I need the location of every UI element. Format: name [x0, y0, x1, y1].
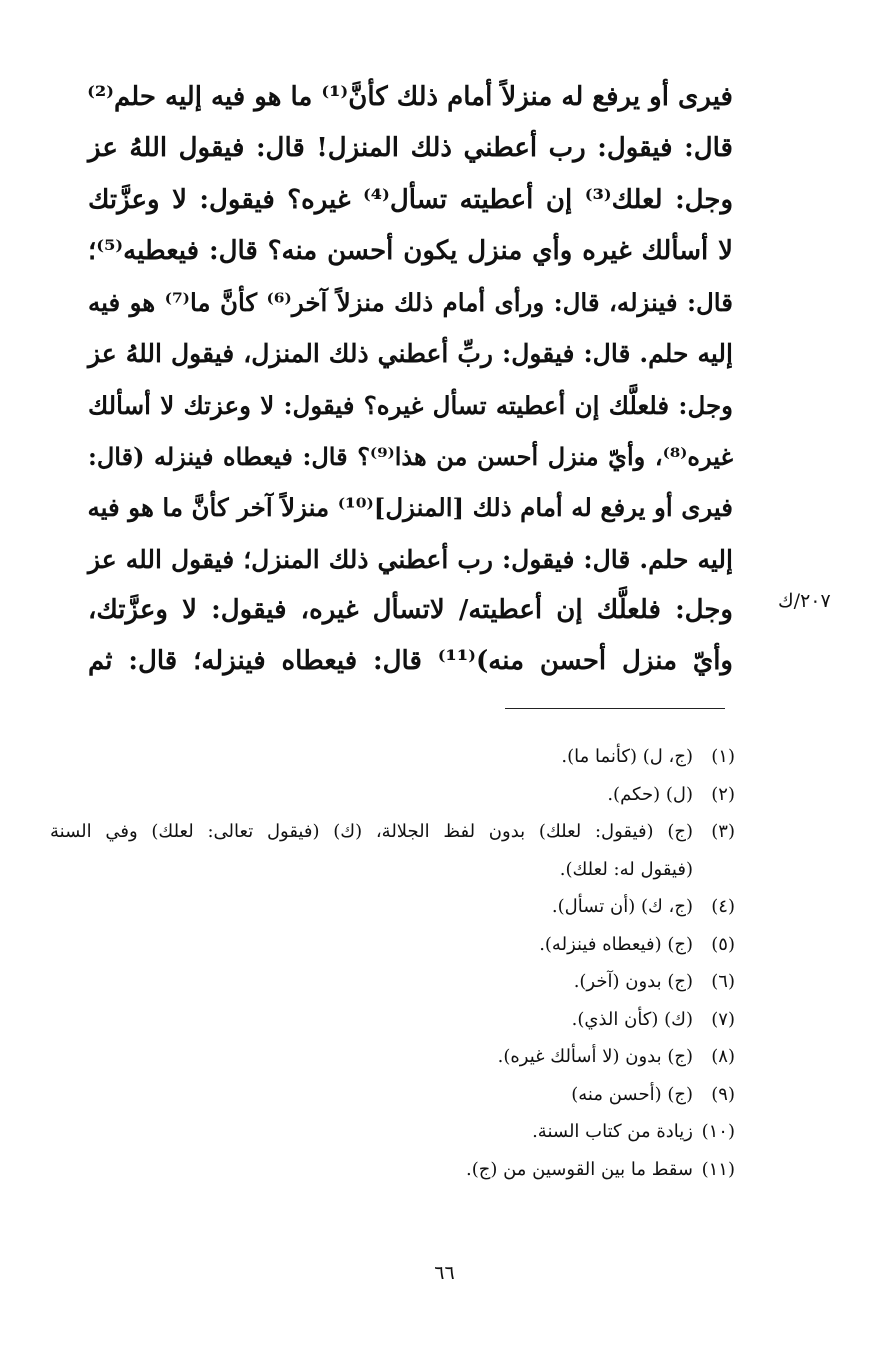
text-line: وجل: فلعلَّك إن أعطيته تسأل غيره؟ فيقول: لا وعزتك لا أسألك	[88, 390, 733, 420]
footnote-text: (ج، ل) (كأنما ما).	[561, 746, 693, 767]
footnote-item	[50, 1038, 735, 1076]
footnote-separator	[505, 708, 725, 709]
footnote-text: (ج) بدون (آخر).	[573, 971, 693, 992]
text-line: لا أسألك غيره وأي منزل يكون أحسن منه؟ قال: فيعطيه⁽⁵⁾؛	[88, 235, 733, 266]
footnote-number: (٢)	[711, 783, 735, 805]
footnote-text: (ج) بدون (لا أسألك غيره).	[497, 1046, 693, 1067]
text-line: فيرى أو يرفع له أمام ذلك [المنزل]⁽¹⁰⁾ منزلاً آخر كأنَّ ما هو فيه	[87, 493, 733, 523]
footnote-text-line: (فيقول له: لعلك).	[559, 858, 693, 880]
footnote-number: (١)	[711, 746, 735, 767]
text-line: وجل: فلعلَّك إن أعطيته/ لاتسأل غيره، فيقول: لا وعزَّتك،	[88, 594, 733, 625]
footnote-item	[50, 813, 735, 888]
text-line: غيره⁽⁸⁾، وأيّ منزل أحسن من هذا⁽⁹⁾؟ قال: فيعطاه فينزله (قال:	[88, 442, 733, 472]
footnote-number: (٣)	[711, 821, 735, 842]
text-line: وأيّ منزل أحسن منه)⁽¹¹⁾ قال: فيعطاه فينزله؛ قال: ثم	[88, 646, 733, 677]
footnote-item	[50, 888, 735, 926]
footnote-item	[50, 926, 735, 964]
text-line: قال: فيقول: رب أعطني ذلك المنزل! قال: فيقول اللهُ عز	[88, 133, 733, 164]
footnote-number: (٨)	[711, 1046, 735, 1067]
footnote-number: (١٠)	[701, 1121, 735, 1142]
footnote-item	[50, 1113, 735, 1151]
footnote-text: (ج) (فيعطاه فينزله).	[539, 933, 693, 955]
main-text-block	[88, 72, 733, 688]
footnote-text: (ج) (أحسن منه)	[571, 1083, 693, 1105]
text-line: إليه حلم. قال: فيقول: رب أعطني ذلك المنزل؛ فيقول الله عز	[88, 544, 733, 574]
footnote-number: (٩)	[711, 1083, 735, 1105]
footnote-item	[50, 1151, 735, 1189]
footnote-item	[50, 1076, 735, 1114]
text-line: قال: فينزله، قال: ورأى أمام ذلك منزلاً آخر⁽⁶⁾ كأنَّ ما⁽⁷⁾ هو فيه	[88, 288, 733, 318]
footnote-item	[50, 738, 735, 776]
page-number: ٦٦	[434, 1262, 455, 1284]
footnote-item	[50, 963, 735, 1001]
footnote-text: (ج، ك) (أن تسأل).	[551, 896, 693, 917]
footnote-text: سقط ما بين القوسين من (ج).	[466, 1158, 693, 1180]
footnote-text: (ل) (حكم).	[607, 783, 693, 805]
footnote-text: (ك) (كأن الذي).	[571, 1008, 693, 1030]
footnote-number: (٦)	[711, 971, 735, 992]
footnote-item	[50, 776, 735, 814]
footnote-text	[50, 813, 693, 888]
footnote-number: (٥)	[711, 933, 735, 955]
text-line: وجل: لعلك⁽³⁾ إن أعطيته تسأل⁽⁴⁾ غيره؟ فيقول: لا وعزَّتك	[88, 184, 734, 215]
footnote-text-line: (ج) (فيقول: لعلك) بدون لفظ الجلالة، (ك) (فيقول تعالى: لعلك) وفي السنة	[50, 821, 693, 842]
footnotes-list	[50, 738, 735, 1188]
footnote-text: زيادة من كتاب السنة.	[532, 1121, 693, 1142]
footnote-item	[50, 1001, 735, 1039]
text-line: فيرى أو يرفع له منزلاً أمام ذلك كأنَّ⁽¹⁾ ما هو فيه إليه حلم⁽²⁾	[87, 82, 733, 112]
manuscript-folio-marker: ٢٠٧/ك	[778, 590, 831, 612]
footnote-number: (٧)	[711, 1008, 735, 1030]
footnote-number: (٤)	[711, 896, 735, 917]
text-line: إليه حلم. قال: فيقول: ربِّ أعطني ذلك المنزل، فيقول اللهُ عز	[88, 339, 733, 369]
footnote-number: (١١)	[701, 1158, 735, 1180]
